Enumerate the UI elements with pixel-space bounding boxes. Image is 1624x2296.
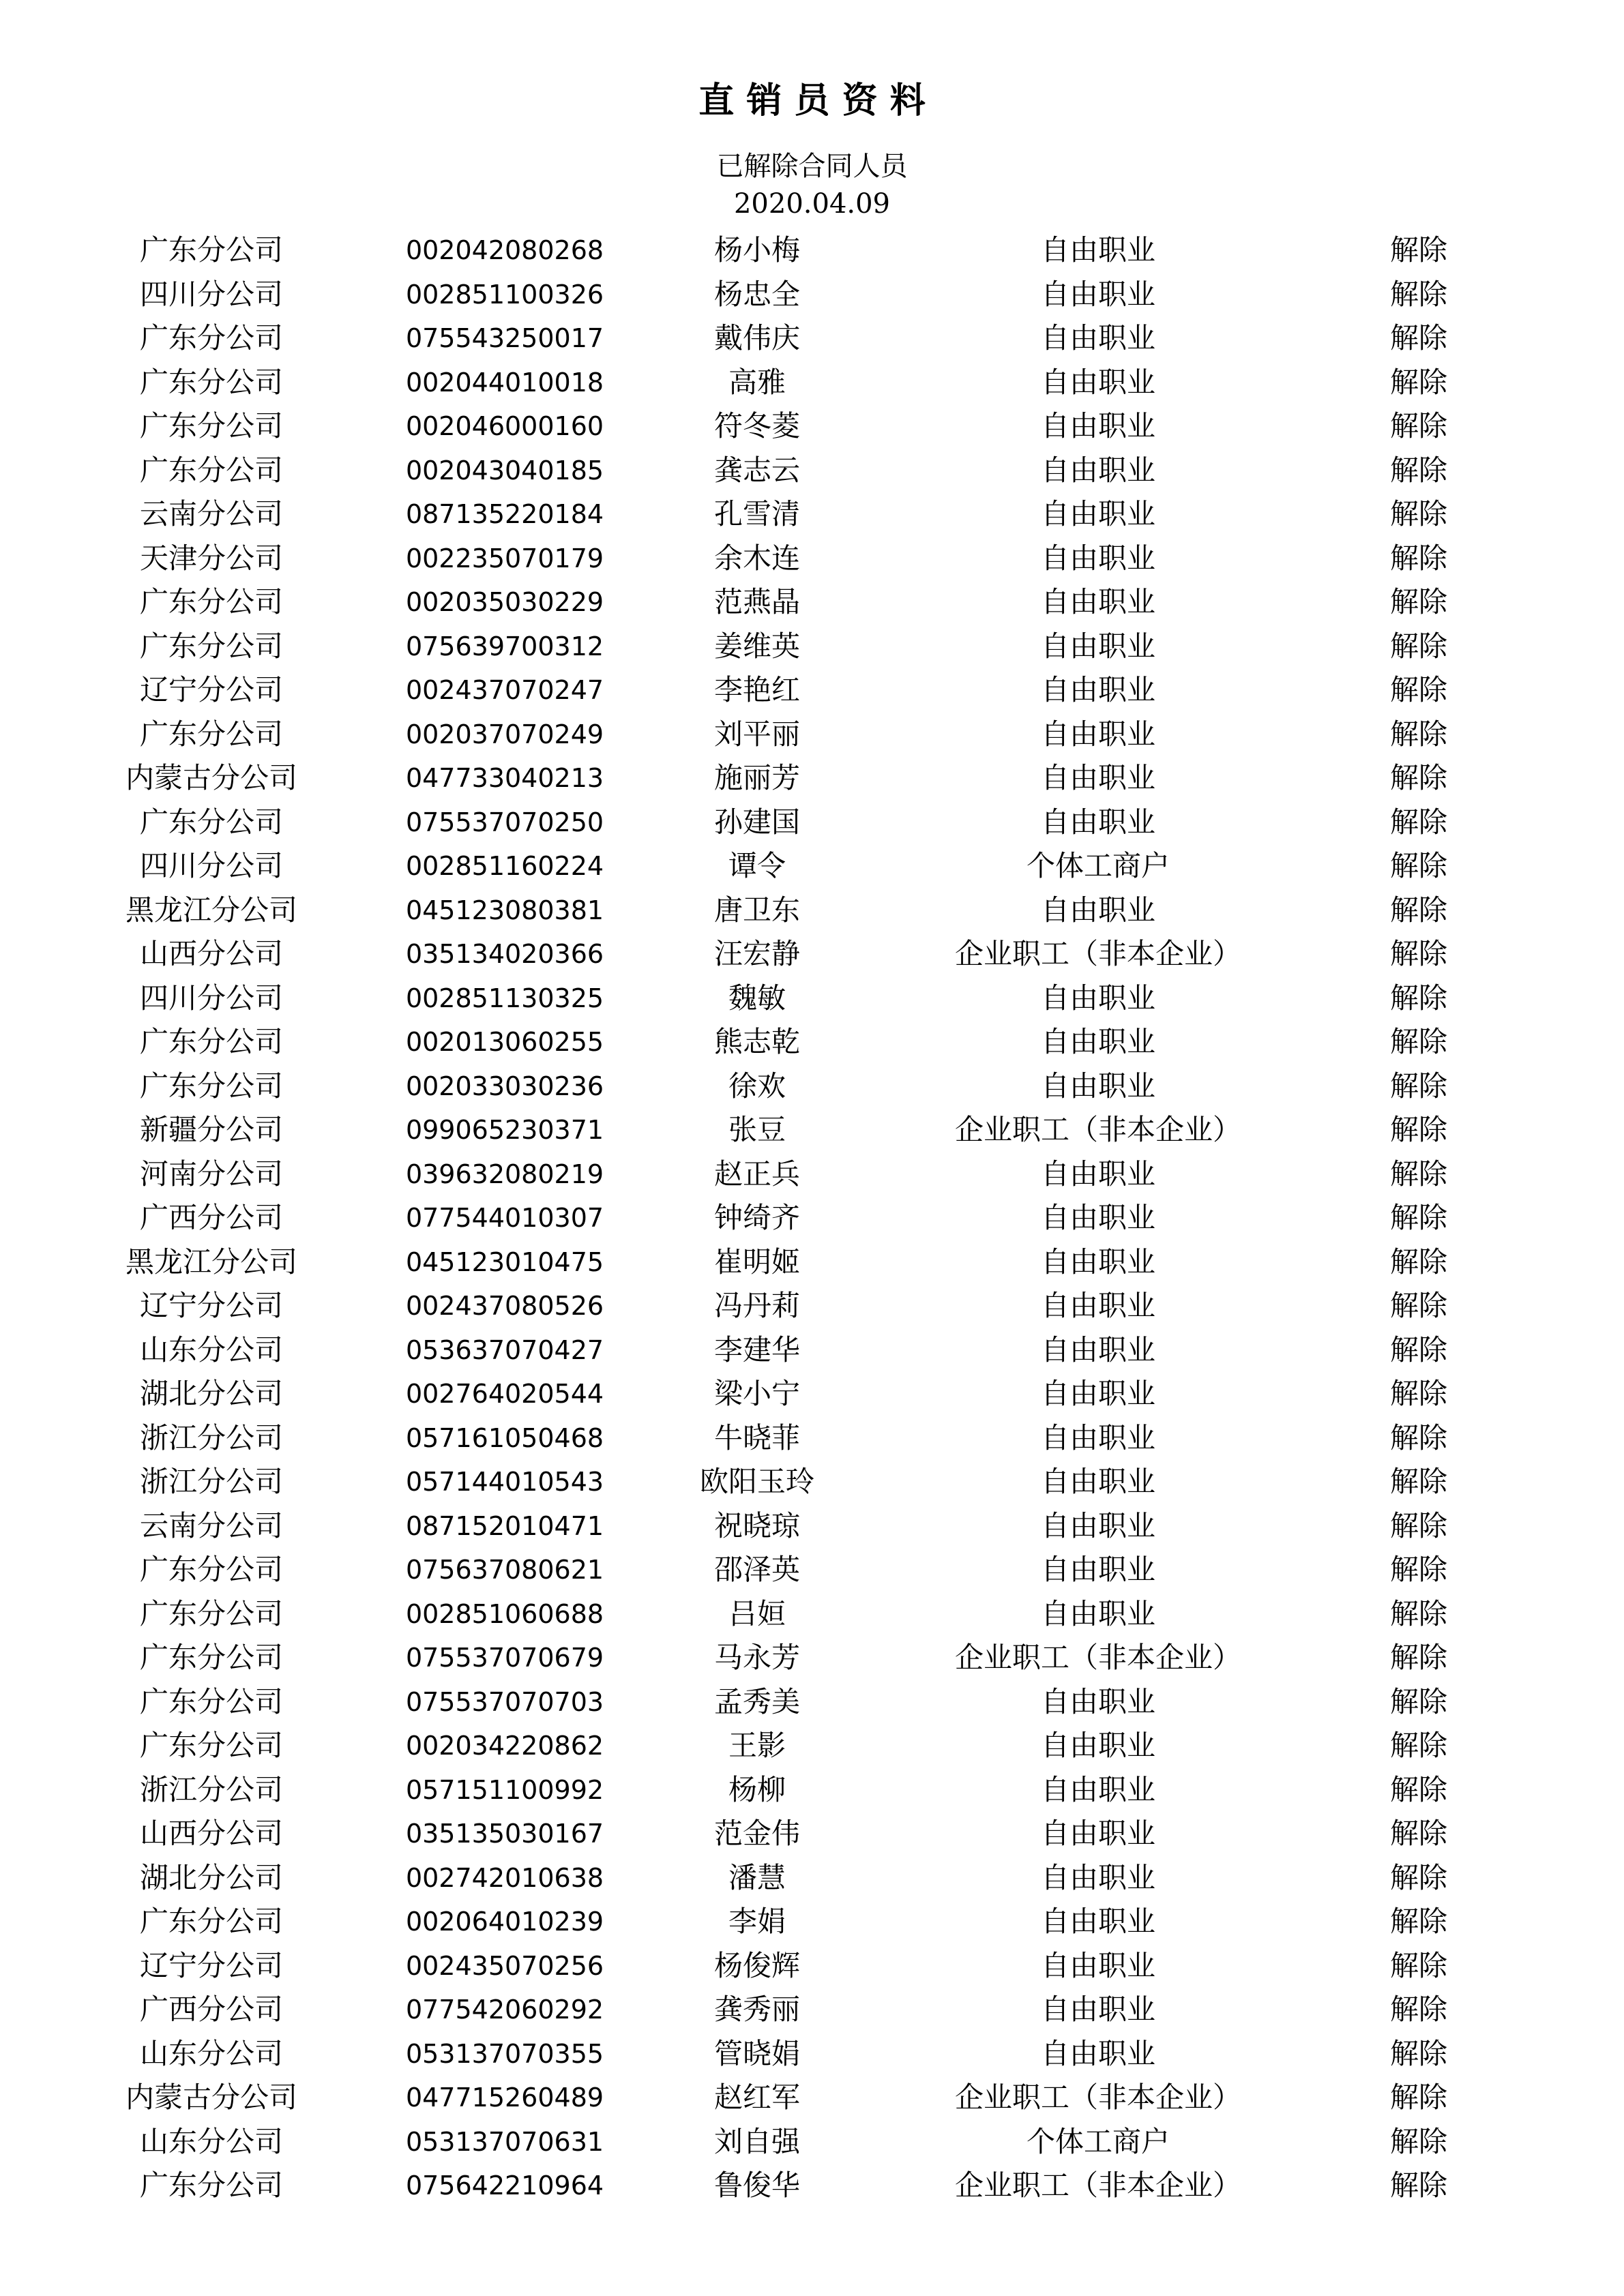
branch-cell: 浙江分公司 — [139, 1465, 283, 1498]
occupation-cell: 自由职业 — [1040, 1817, 1155, 1850]
code-cell: 002044010018 — [405, 367, 604, 398]
table-row — [0, 2076, 1624, 2120]
occupation-cell: 自由职业 — [1040, 717, 1155, 751]
table-row — [0, 1284, 1624, 1328]
name-cell: 熊志乾 — [713, 1025, 800, 1058]
code-cell: 047733040213 — [405, 763, 604, 793]
table-row — [0, 932, 1624, 976]
table-row — [0, 2032, 1624, 2076]
name-cell: 牛晓菲 — [713, 1420, 800, 1455]
table-row — [0, 1812, 1624, 1856]
status-cell: 解除 — [1389, 1157, 1447, 1191]
branch-cell: 云南分公司 — [139, 1508, 283, 1542]
branch-cell: 广东分公司 — [139, 1641, 283, 1674]
code-cell: 075537070703 — [405, 1686, 604, 1717]
branch-cell: 广东分公司 — [139, 629, 283, 663]
name-cell: 范金伟 — [713, 1817, 800, 1850]
code-cell: 075642210964 — [405, 2171, 604, 2201]
status-cell: 解除 — [1389, 1113, 1447, 1146]
occupation-cell: 自由职业 — [1040, 1993, 1155, 2026]
status-cell: 解除 — [1389, 1289, 1447, 1322]
status-cell: 解除 — [1389, 1860, 1447, 1894]
name-cell: 杨俊辉 — [713, 1948, 800, 1982]
code-cell: 002064010239 — [405, 1907, 604, 1937]
name-cell: 谭令 — [728, 849, 786, 882]
status-cell: 解除 — [1389, 2168, 1447, 2202]
status-cell: 解除 — [1389, 937, 1447, 970]
name-cell: 姜维英 — [713, 629, 800, 663]
code-cell: 087152010471 — [405, 1510, 604, 1541]
code-cell: 002013060255 — [405, 1027, 604, 1057]
table-row — [0, 1328, 1624, 1373]
occupation-cell: 企业职工（非本企业） — [954, 1113, 1241, 1146]
branch-cell: 广西分公司 — [139, 1993, 283, 2026]
occupation-cell: 自由职业 — [1040, 1684, 1155, 1718]
status-cell: 解除 — [1389, 409, 1447, 443]
code-cell: 002042080268 — [405, 235, 604, 265]
code-cell: 053637070427 — [405, 1335, 604, 1365]
code-cell: 075543250017 — [405, 323, 604, 353]
branch-cell: 四川分公司 — [139, 277, 283, 311]
status-cell: 解除 — [1389, 277, 1447, 311]
occupation-cell: 自由职业 — [1040, 893, 1155, 927]
branch-cell: 新疆分公司 — [139, 1113, 283, 1146]
code-cell: 075639700312 — [405, 631, 604, 661]
occupation-cell: 自由职业 — [1040, 277, 1155, 311]
table-row — [0, 976, 1624, 1021]
code-cell: 077544010307 — [405, 1203, 604, 1233]
branch-cell: 天津分公司 — [139, 541, 283, 575]
code-cell: 053137070355 — [405, 2038, 604, 2069]
name-cell: 梁小宁 — [713, 1377, 800, 1410]
name-cell: 鲁俊华 — [713, 2168, 800, 2202]
name-cell: 杨柳 — [728, 1772, 786, 1806]
table-row — [0, 1020, 1624, 1064]
table-row — [0, 1548, 1624, 1592]
occupation-cell: 自由职业 — [1040, 1948, 1155, 1982]
status-cell: 解除 — [1389, 1948, 1447, 1982]
code-cell: 053137070631 — [405, 2126, 604, 2157]
occupation-cell: 企业职工（非本企业） — [954, 1641, 1241, 1674]
status-cell: 解除 — [1389, 497, 1447, 531]
occupation-cell: 自由职业 — [1040, 673, 1155, 706]
table-row — [0, 316, 1624, 361]
name-cell: 徐欢 — [728, 1069, 786, 1103]
code-cell: 075537070250 — [405, 807, 604, 837]
occupation-cell: 自由职业 — [1040, 453, 1155, 487]
name-cell: 杨小梅 — [713, 233, 800, 267]
code-cell: 057144010543 — [405, 1467, 604, 1497]
name-cell: 范燕晶 — [713, 585, 800, 618]
table-row — [0, 1944, 1624, 1988]
table-row — [0, 801, 1624, 845]
branch-cell: 河南分公司 — [139, 1157, 283, 1191]
table-row — [0, 713, 1624, 757]
name-cell: 施丽芳 — [713, 761, 800, 794]
code-cell: 075637080621 — [405, 1555, 604, 1585]
occupation-cell: 自由职业 — [1040, 1860, 1155, 1894]
branch-cell: 广东分公司 — [139, 1025, 283, 1058]
occupation-cell: 自由职业 — [1040, 1244, 1155, 1279]
name-cell: 余木连 — [713, 541, 800, 575]
name-cell: 刘自强 — [713, 2124, 800, 2158]
table-row — [0, 668, 1624, 713]
table-row — [0, 228, 1624, 273]
status-cell: 解除 — [1389, 629, 1447, 663]
occupation-cell: 自由职业 — [1040, 1772, 1155, 1806]
name-cell: 张豆 — [728, 1113, 786, 1146]
document-subtitle: 已解除合同人员 — [716, 151, 908, 182]
code-cell: 045123080381 — [405, 895, 604, 925]
branch-cell: 山西分公司 — [139, 937, 283, 970]
name-cell: 戴伟庆 — [713, 321, 800, 355]
status-cell: 解除 — [1389, 1244, 1447, 1279]
table-row — [0, 889, 1624, 933]
occupation-cell: 自由职业 — [1040, 1508, 1155, 1542]
table-row — [0, 2164, 1624, 2208]
table-row — [0, 844, 1624, 889]
occupation-cell: 自由职业 — [1040, 541, 1155, 575]
status-cell: 解除 — [1389, 1332, 1447, 1367]
branch-cell: 广东分公司 — [139, 1069, 283, 1103]
status-cell: 解除 — [1389, 541, 1447, 575]
table-row — [0, 1460, 1624, 1504]
status-cell: 解除 — [1389, 453, 1447, 487]
branch-cell: 浙江分公司 — [139, 1420, 283, 1455]
branch-cell: 广东分公司 — [139, 233, 283, 267]
branch-cell: 广东分公司 — [139, 585, 283, 618]
table-row — [0, 1064, 1624, 1109]
table-row — [0, 1196, 1624, 1240]
name-cell: 唐卫东 — [713, 893, 800, 927]
occupation-cell: 自由职业 — [1040, 1377, 1155, 1410]
status-cell: 解除 — [1389, 1025, 1447, 1058]
occupation-cell: 自由职业 — [1040, 585, 1155, 618]
status-cell: 解除 — [1389, 2081, 1447, 2114]
status-cell: 解除 — [1389, 1993, 1447, 2026]
status-cell: 解除 — [1389, 1772, 1447, 1806]
branch-cell: 广东分公司 — [139, 1553, 283, 1586]
code-cell: 002437080526 — [405, 1291, 604, 1321]
branch-cell: 广东分公司 — [139, 365, 283, 399]
name-cell: 汪宏静 — [713, 937, 800, 970]
name-cell: 邵泽英 — [713, 1553, 800, 1586]
branch-cell: 广东分公司 — [139, 453, 283, 487]
status-cell: 解除 — [1389, 321, 1447, 355]
code-cell: 002742010638 — [405, 1862, 604, 1893]
branch-cell: 广东分公司 — [139, 717, 283, 751]
code-cell: 039632080219 — [405, 1159, 604, 1189]
status-cell: 解除 — [1389, 1817, 1447, 1850]
table-row — [0, 1768, 1624, 1813]
name-cell: 符冬菱 — [713, 409, 800, 443]
table-row — [0, 1724, 1624, 1768]
branch-cell: 黑龙江分公司 — [125, 1244, 297, 1279]
branch-cell: 湖北分公司 — [139, 1377, 283, 1410]
occupation-cell: 自由职业 — [1040, 761, 1155, 794]
name-cell: 李娟 — [728, 1905, 786, 1938]
table-row — [0, 756, 1624, 801]
status-cell: 解除 — [1389, 1729, 1447, 1762]
status-cell: 解除 — [1389, 1641, 1447, 1674]
occupation-cell: 自由职业 — [1040, 629, 1155, 663]
code-cell: 087135220184 — [405, 499, 604, 529]
code-cell: 057151100992 — [405, 1774, 604, 1805]
branch-cell: 山东分公司 — [139, 2036, 283, 2070]
occupation-cell: 自由职业 — [1040, 233, 1155, 267]
table-row — [0, 1856, 1624, 1900]
branch-cell: 广东分公司 — [139, 321, 283, 355]
status-cell: 解除 — [1389, 2124, 1447, 2158]
table-row — [0, 537, 1624, 581]
branch-cell: 广东分公司 — [139, 1596, 283, 1630]
status-cell: 解除 — [1389, 365, 1447, 399]
records-table — [0, 228, 1624, 2208]
branch-cell: 广东分公司 — [139, 409, 283, 443]
name-cell: 冯丹莉 — [713, 1289, 800, 1322]
occupation-cell: 自由职业 — [1040, 805, 1155, 839]
table-row — [0, 273, 1624, 317]
table-row — [0, 1900, 1624, 1944]
code-cell: 002437070247 — [405, 675, 604, 705]
code-cell: 099065230371 — [405, 1115, 604, 1145]
occupation-cell: 自由职业 — [1040, 1420, 1155, 1455]
name-cell: 赵红军 — [713, 2081, 800, 2114]
status-cell: 解除 — [1389, 2036, 1447, 2070]
table-row — [0, 625, 1624, 669]
branch-cell: 广西分公司 — [139, 1201, 283, 1234]
occupation-cell: 自由职业 — [1040, 409, 1155, 443]
branch-cell: 辽宁分公司 — [139, 1289, 283, 1322]
name-cell: 吕姮 — [728, 1596, 786, 1630]
document-title: 直 销 员 资 料 — [698, 80, 926, 121]
name-cell: 王影 — [728, 1729, 786, 1762]
occupation-cell: 企业职工（非本企业） — [954, 2081, 1241, 2114]
branch-cell: 广东分公司 — [139, 1905, 283, 1938]
occupation-cell: 企业职工（非本企业） — [954, 937, 1241, 970]
name-cell: 钟绮齐 — [713, 1201, 800, 1234]
occupation-cell: 自由职业 — [1040, 1069, 1155, 1103]
code-cell: 045123010475 — [405, 1247, 604, 1277]
branch-cell: 辽宁分公司 — [139, 673, 283, 706]
code-cell: 002764020544 — [405, 1379, 604, 1409]
code-cell: 002851100326 — [405, 279, 604, 310]
name-cell: 魏敏 — [728, 981, 786, 1015]
code-cell: 047715260489 — [405, 2083, 604, 2113]
occupation-cell: 自由职业 — [1040, 1905, 1155, 1938]
status-cell: 解除 — [1389, 1684, 1447, 1718]
status-cell: 解除 — [1389, 717, 1447, 751]
name-cell: 龚秀丽 — [713, 1993, 800, 2026]
branch-cell: 四川分公司 — [139, 849, 283, 882]
status-cell: 解除 — [1389, 585, 1447, 618]
code-cell: 002035030229 — [405, 587, 604, 617]
status-cell: 解除 — [1389, 233, 1447, 267]
occupation-cell: 个体工商户 — [1026, 849, 1170, 882]
name-cell: 欧阳玉玲 — [699, 1465, 814, 1498]
code-cell: 002033030236 — [405, 1071, 604, 1101]
status-cell: 解除 — [1389, 1465, 1447, 1498]
status-cell: 解除 — [1389, 1508, 1447, 1542]
code-cell: 075537070679 — [405, 1643, 604, 1673]
table-row — [0, 404, 1624, 449]
table-row — [0, 1680, 1624, 1725]
name-cell: 管晓娟 — [713, 2036, 800, 2070]
code-cell: 057161050468 — [405, 1422, 604, 1453]
table-row — [0, 1152, 1624, 1197]
table-row — [0, 1416, 1624, 1461]
branch-cell: 内蒙古分公司 — [125, 761, 297, 794]
name-cell: 崔明姬 — [713, 1244, 800, 1279]
branch-cell: 黑龙江分公司 — [125, 893, 297, 927]
status-cell: 解除 — [1389, 1420, 1447, 1455]
branch-cell: 内蒙古分公司 — [125, 2081, 297, 2114]
branch-cell: 山东分公司 — [139, 1332, 283, 1367]
name-cell: 李建华 — [713, 1332, 800, 1367]
status-cell: 解除 — [1389, 1201, 1447, 1234]
code-cell: 002851160224 — [405, 851, 604, 881]
table-row — [0, 1240, 1624, 1285]
status-cell: 解除 — [1389, 981, 1447, 1015]
name-cell: 孔雪清 — [713, 497, 800, 531]
table-row — [0, 492, 1624, 537]
branch-cell: 广东分公司 — [139, 805, 283, 839]
occupation-cell: 自由职业 — [1040, 1289, 1155, 1322]
name-cell: 祝晓琼 — [713, 1508, 800, 1542]
table-row — [0, 1988, 1624, 2032]
occupation-cell: 自由职业 — [1040, 497, 1155, 531]
name-cell: 刘平丽 — [713, 717, 800, 751]
table-row — [0, 1592, 1624, 1637]
occupation-cell: 自由职业 — [1040, 1025, 1155, 1058]
status-cell: 解除 — [1389, 761, 1447, 794]
code-cell: 002046000160 — [405, 411, 604, 441]
status-cell: 解除 — [1389, 673, 1447, 706]
branch-cell: 辽宁分公司 — [139, 1948, 283, 1982]
table-row — [0, 1504, 1624, 1549]
branch-cell: 云南分公司 — [139, 497, 283, 531]
occupation-cell: 个体工商户 — [1026, 2124, 1170, 2158]
name-cell: 马永芳 — [713, 1641, 800, 1674]
occupation-cell: 自由职业 — [1040, 1157, 1155, 1191]
status-cell: 解除 — [1389, 849, 1447, 882]
code-cell: 002043040185 — [405, 455, 604, 486]
branch-cell: 广东分公司 — [139, 1729, 283, 1762]
status-cell: 解除 — [1389, 893, 1447, 927]
name-cell: 李艳红 — [713, 673, 800, 706]
occupation-cell: 自由职业 — [1040, 1729, 1155, 1762]
code-cell: 002235070179 — [405, 543, 604, 573]
code-cell: 077542060292 — [405, 1995, 604, 2025]
table-row — [0, 1108, 1624, 1152]
name-cell: 赵正兵 — [713, 1157, 800, 1191]
name-cell: 杨忠全 — [713, 277, 800, 311]
name-cell: 高雅 — [728, 365, 786, 399]
occupation-cell: 自由职业 — [1040, 1201, 1155, 1234]
occupation-cell: 企业职工（非本企业） — [954, 2168, 1241, 2202]
occupation-cell: 自由职业 — [1040, 1465, 1155, 1498]
code-cell: 002851130325 — [405, 983, 604, 1013]
table-row — [0, 449, 1624, 493]
status-cell: 解除 — [1389, 805, 1447, 839]
code-cell: 002435070256 — [405, 1950, 604, 1981]
status-cell: 解除 — [1389, 1905, 1447, 1938]
branch-cell: 四川分公司 — [139, 981, 283, 1015]
occupation-cell: 自由职业 — [1040, 981, 1155, 1015]
table-row — [0, 1636, 1624, 1680]
branch-cell: 广东分公司 — [139, 1684, 283, 1718]
document-date: 2020.04.09 — [733, 188, 891, 220]
occupation-cell: 自由职业 — [1040, 1553, 1155, 1586]
table-row — [0, 580, 1624, 625]
occupation-cell: 自由职业 — [1040, 1596, 1155, 1630]
table-row — [0, 2120, 1624, 2164]
occupation-cell: 自由职业 — [1040, 321, 1155, 355]
status-cell: 解除 — [1389, 1596, 1447, 1630]
name-cell: 龚志云 — [713, 453, 800, 487]
code-cell: 002034220862 — [405, 1731, 604, 1761]
status-cell: 解除 — [1389, 1069, 1447, 1103]
name-cell: 孟秀美 — [713, 1684, 800, 1718]
name-cell: 孙建国 — [713, 805, 800, 839]
occupation-cell: 自由职业 — [1040, 2036, 1155, 2070]
table-row — [0, 1372, 1624, 1416]
status-cell: 解除 — [1389, 1553, 1447, 1586]
status-cell: 解除 — [1389, 1377, 1447, 1410]
name-cell: 潘慧 — [728, 1860, 786, 1894]
code-cell: 002851060688 — [405, 1598, 604, 1629]
branch-cell: 广东分公司 — [139, 2168, 283, 2202]
code-cell: 035135030167 — [405, 1819, 604, 1849]
branch-cell: 山东分公司 — [139, 2124, 283, 2158]
code-cell: 002037070249 — [405, 719, 604, 749]
branch-cell: 山西分公司 — [139, 1817, 283, 1850]
table-row — [0, 361, 1624, 405]
branch-cell: 湖北分公司 — [139, 1860, 283, 1894]
branch-cell: 浙江分公司 — [139, 1772, 283, 1806]
occupation-cell: 自由职业 — [1040, 365, 1155, 399]
occupation-cell: 自由职业 — [1040, 1332, 1155, 1367]
code-cell: 035134020366 — [405, 939, 604, 969]
